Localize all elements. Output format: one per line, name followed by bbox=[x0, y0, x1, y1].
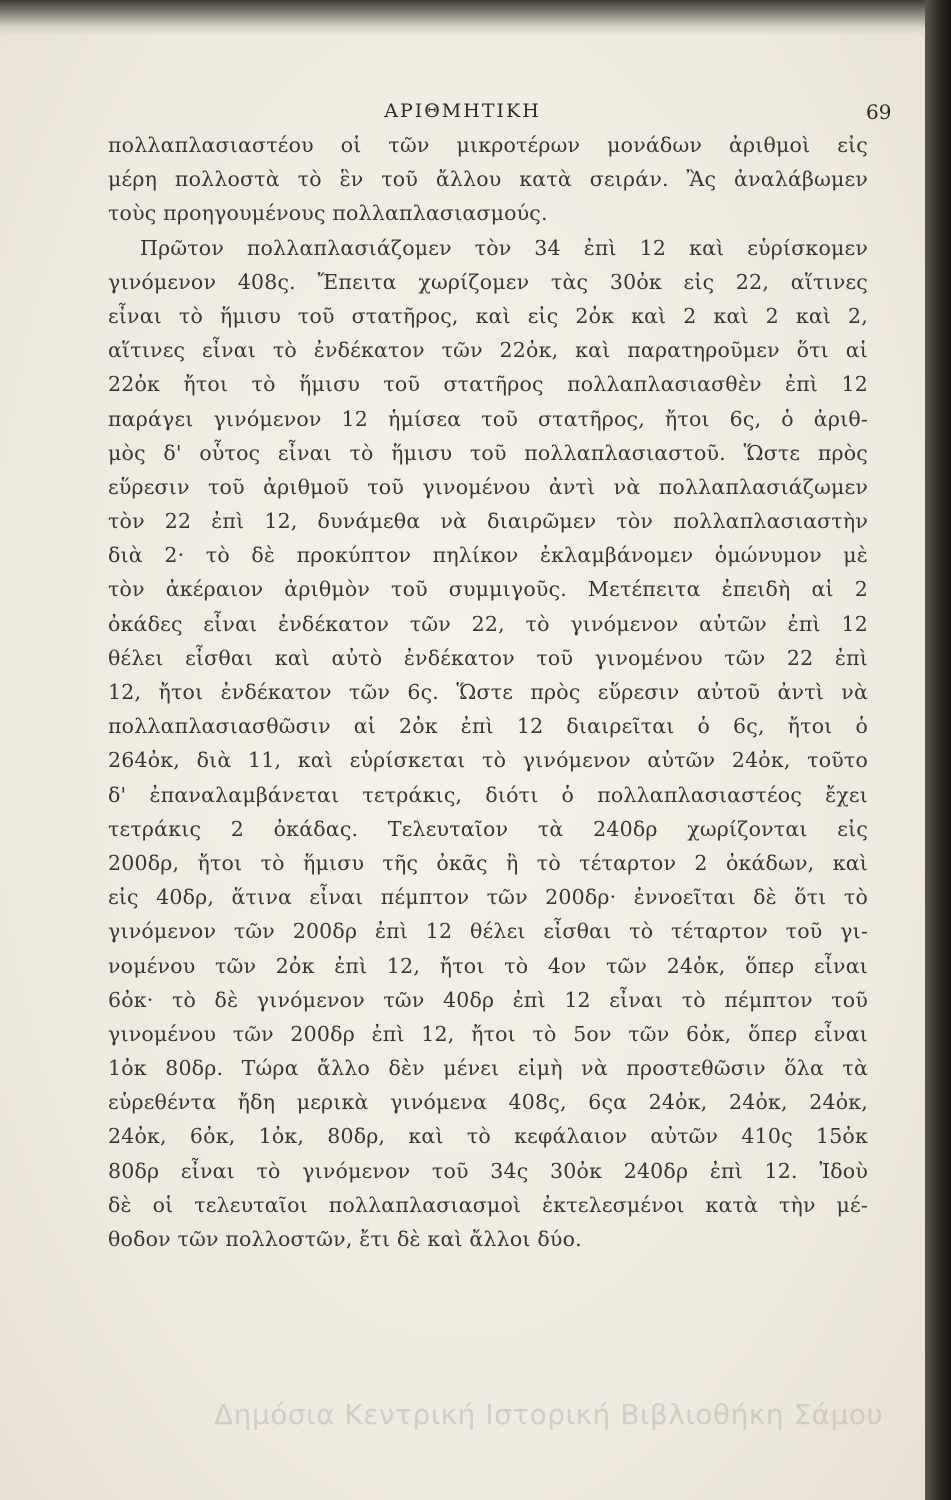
text-line: 22ὀκ ἤτοι τὸ ἥμισυ τοῦ στατῆρος πολλαπλασιασθὲν ἐπὶ 12 bbox=[108, 372, 868, 397]
text-line: 24ὀκ, 6ὀκ, 1ὀκ, 80δρ, καὶ τὸ κεφάλαιον αὐτῶν 410ς 15ὀκ bbox=[108, 1124, 868, 1149]
running-title: ΑΡΙΘΜΗΤΙΚΗ bbox=[384, 100, 541, 122]
page-number: 69 bbox=[866, 100, 892, 124]
text-line: 200δρ, ἤτοι τὸ ἥμισυ τῆς ὀκᾶς ἢ τὸ τέταρτον 2 ὀκάδων, καὶ bbox=[108, 850, 868, 875]
binding-edge bbox=[925, 0, 951, 1500]
text-line: νομένου τῶν 2ὀκ ἐπὶ 12, ἤτοι τὸ 4ον τῶν 24ὀκ, ὅπερ εἶναι bbox=[108, 953, 868, 978]
text-line: τὸν 22 ἐπὶ 12, δυνάμεθα νὰ διαιρῶμεν τὸν πολλαπλασιαστὴν bbox=[108, 509, 868, 534]
page-header bbox=[0, 100, 925, 128]
text-line: θέλει εἶσθαι καὶ αὐτὸ ἐνδέκατον τοῦ γινομένου τῶν 22 ἐπὶ bbox=[108, 645, 868, 670]
text-line: γινόμενον τῶν 200δρ ἐπὶ 12 θέλει εἶσθαι τὸ τέταρτον τοῦ γι- bbox=[108, 919, 868, 944]
text-line: διὰ 2· τὸ δὲ προκύπτον πηλίκον ἐκλαμβάνομεν ὁμώνυμον μὲ bbox=[108, 543, 868, 568]
page-top-shadow bbox=[0, 0, 925, 36]
text-line: μὸς δ' οὗτος εἶναι τὸ ἥμισυ τοῦ πολλαπλασιαστοῦ. Ὥστε πρὸς bbox=[108, 440, 868, 465]
text-line: εὑρεθέντα ἤδη μερικὰ γινόμενα 408ς, 6ςα 24ὀκ, 24ὀκ, 24ὀκ, bbox=[108, 1090, 868, 1115]
text-line: πολλαπλασιασθῶσιν αἱ 2ὀκ ἐπὶ 12 διαιρεῖται ὁ 6ς, ἤτοι ὁ bbox=[108, 714, 868, 739]
text-line: αἵτινες εἶναι τὸ ἐνδέκατον τῶν 22ὀκ, καὶ παρατηροῦμεν ὅτι αἱ bbox=[108, 338, 868, 363]
text-line: 6ὀκ· τὸ δὲ γινόμενον τῶν 40δρ ἐπὶ 12 εἶναι τὸ πέμπτον τοῦ bbox=[108, 987, 868, 1012]
text-line: μέρη πολλοστὰ τὸ ἓν τοῦ ἄλλου κατὰ σειράν. Ἂς ἀναλάβωμεν bbox=[108, 167, 868, 192]
text-line: δ' ἐπαναλαμβάνεται τετράκις, διότι ὁ πολλαπλασιαστέος ἔχει bbox=[108, 782, 868, 807]
text-line: γινόμενον 408ς. Ἔπειτα χωρίζομεν τὰς 30ὀκ εἰς 22, αἵτινες bbox=[108, 269, 868, 294]
text-line: δὲ οἱ τελευταῖοι πολλαπλασιασμοὶ ἐκτελεσμένοι κατὰ τὴν μέ- bbox=[108, 1192, 868, 1217]
library-watermark: Δημόσια Κεντρική Ιστορική Βιβλιοθήκη Σάμου bbox=[214, 1398, 884, 1431]
text-line: ὀκάδες εἶναι ἐνδέκατον τῶν 22, τὸ γινόμενον αὐτῶν ἐπὶ 12 bbox=[108, 611, 868, 636]
text-line: εἰς 40δρ, ἅτινα εἶναι πέμπτον τῶν 200δρ· ἐννοεῖται δὲ ὅτι τὸ bbox=[108, 885, 868, 910]
text-line: τοὺς προηγουμένους πολλαπλασιασμούς. bbox=[108, 201, 548, 226]
text-line: 1ὀκ 80δρ. Τώρα ἄλλο δὲν μένει εἰμὴ νὰ προστεθῶσιν ὅλα τὰ bbox=[108, 1056, 868, 1081]
text-line: παράγει γινόμενον 12 ἡμίσεα τοῦ στατῆρος, ἤτοι 6ς, ὁ ἀριθ- bbox=[108, 406, 868, 431]
text-body bbox=[108, 128, 868, 1256]
text-line: 80δρ εἶναι τὸ γινόμενον τοῦ 34ς 30ὀκ 240δρ ἐπὶ 12. Ἰδοὺ bbox=[108, 1158, 868, 1183]
text-line: τὸν ἀκέραιον ἀριθμὸν τοῦ συμμιγοῦς. Μετέπειτα ἐπειδὴ αἱ 2 bbox=[108, 577, 868, 602]
text-line: εἶναι τὸ ἥμισυ τοῦ στατῆρος, καὶ εἰς 2ὀκ καὶ 2 καὶ 2 καὶ 2, bbox=[108, 303, 868, 328]
text-line: θοδον τῶν πολλοστῶν, ἔτι δὲ καὶ ἄλλοι δύο. bbox=[108, 1227, 582, 1251]
text-line: Πρῶτον πολλαπλασιάζομεν τὸν 34 ἐπὶ 12 καὶ εὑρίσκομεν bbox=[140, 235, 868, 260]
text-line: 12, ἤτοι ἐνδέκατον τῶν 6ς. Ὥστε πρὸς εὕρεσιν αὐτοῦ ἀντὶ νὰ bbox=[108, 680, 868, 704]
text-line: 264ὀκ, διὰ 11, καὶ εὑρίσκεται τὸ γινόμενον αὐτῶν 24ὀκ, τοῦτο bbox=[108, 748, 868, 773]
text-line: εὕρεσιν τοῦ ἀριθμοῦ τοῦ γινομένου ἀντὶ νὰ πολλαπλασιάζωμεν bbox=[108, 474, 868, 499]
text-line: γινομένου τῶν 200δρ ἐπὶ 12, ἤτοι τὸ 5ον τῶν 6ὀκ, ὅπερ εἶναι bbox=[108, 1021, 868, 1046]
text-line: τετράκις 2 ὀκάδας. Τελευταῖον τὰ 240δρ χωρίζονται εἰς bbox=[108, 816, 868, 841]
text-line: πολλαπλασιαστέου οἱ τῶν μικροτέρων μονάδων ἀριθμοὶ εἰς bbox=[108, 133, 868, 157]
